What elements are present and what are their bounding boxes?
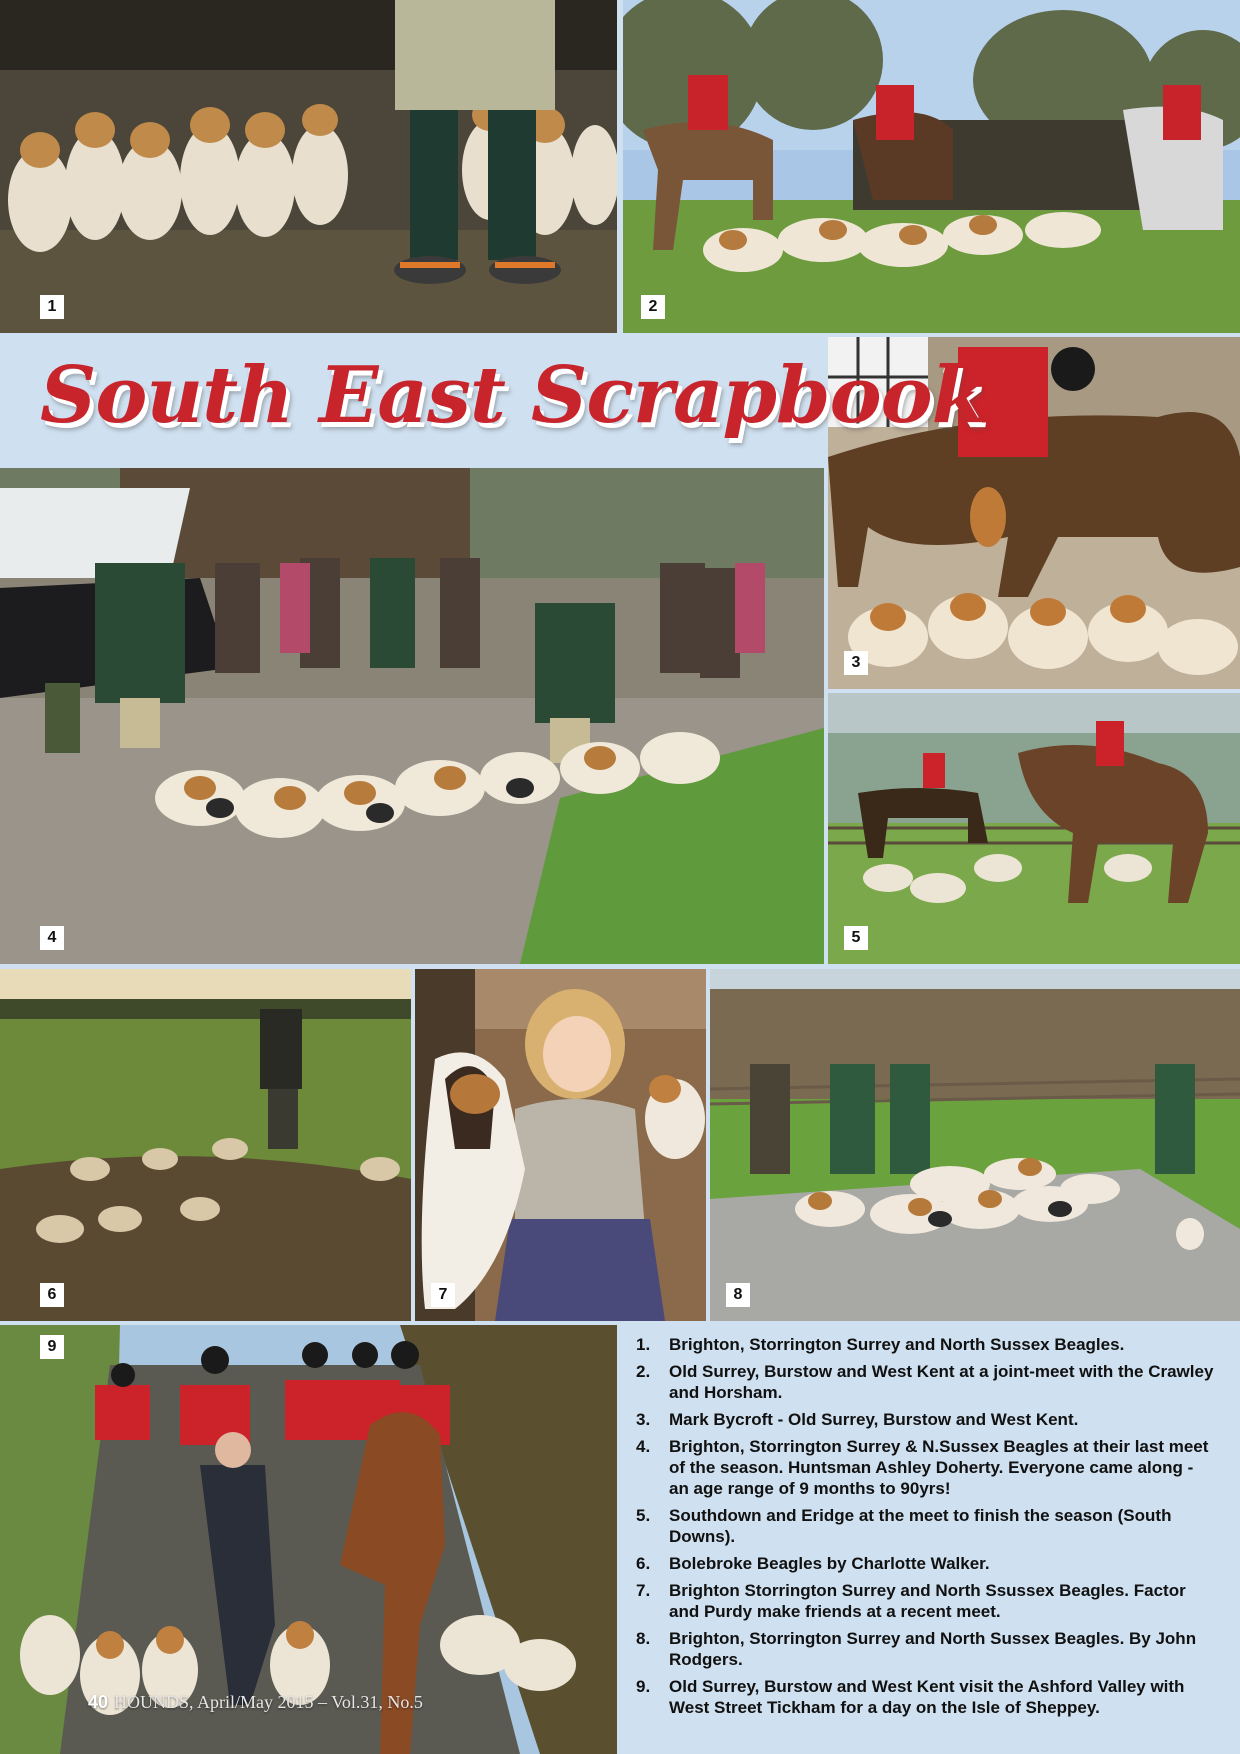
- photo-1: [0, 0, 617, 333]
- caption-number: 3.: [636, 1410, 651, 1429]
- caption-number: 5.: [636, 1506, 651, 1525]
- photo-number: 6: [40, 1283, 64, 1307]
- caption-number: 1.: [636, 1335, 651, 1354]
- photo-number: 9: [40, 1335, 64, 1359]
- publication-info: HOUNDS, April/May 2015 – Vol.31, No.5: [114, 1692, 423, 1712]
- caption-item: [636, 1628, 1216, 1670]
- photo-number: 3: [844, 651, 868, 675]
- caption-number: 6.: [636, 1554, 651, 1573]
- caption-text: Southdown and Eridge at the meet to finish the season (South Downs).: [669, 1506, 1172, 1546]
- caption-number: 7.: [636, 1581, 651, 1600]
- photo-8-image: [710, 969, 1240, 1321]
- caption-text: Brighton Storrington Surrey and North Ssussex Beagles. Factor and Purdy make friends at a recent meet.: [669, 1581, 1186, 1621]
- caption-text: Mark Bycroft - Old Surrey, Burstow and West Kent.: [669, 1410, 1079, 1429]
- caption-text: Brighton, Storrington Surrey and North Sussex Beagles.: [669, 1335, 1125, 1354]
- caption-text: Brighton, Storrington Surrey and North Sussex Beagles. By John Rodgers.: [669, 1629, 1197, 1669]
- caption-text: Old Surrey, Burstow and West Kent at a joint-meet with the Crawley and Horsham.: [669, 1362, 1214, 1402]
- photo-7: [415, 969, 706, 1321]
- photo-2: [623, 0, 1240, 333]
- photo-4: [0, 468, 824, 964]
- caption-text: Old Surrey, Burstow and West Kent visit the Ashford Valley with West Street Tickham for a day on the Isle of Sheppey.: [669, 1677, 1185, 1717]
- photo-2-image: [623, 0, 1240, 333]
- photo-6: [0, 969, 411, 1321]
- caption-item: [636, 1361, 1216, 1403]
- photo-5-image: [828, 693, 1240, 964]
- photo-number: 1: [40, 295, 64, 319]
- caption-item: [636, 1334, 1216, 1355]
- photo-number: 2: [641, 295, 665, 319]
- photo-5: [828, 693, 1240, 964]
- photo-4-image: [0, 468, 824, 964]
- photo-number: 5: [844, 926, 868, 950]
- caption-number: 4.: [636, 1437, 651, 1456]
- photo-number: 8: [726, 1283, 750, 1307]
- caption-number: 9.: [636, 1677, 651, 1696]
- caption-number: 2.: [636, 1362, 651, 1381]
- page-title: South East Scrapbook: [40, 350, 985, 441]
- caption-item: [636, 1676, 1216, 1718]
- caption-item: [636, 1505, 1216, 1547]
- photo-number: 4: [40, 926, 64, 950]
- page-footer: [88, 1692, 423, 1713]
- page-number: 40: [88, 1692, 109, 1712]
- photo-1-image: [0, 0, 617, 333]
- caption-item: [636, 1580, 1216, 1622]
- photo-9-image: [0, 1325, 617, 1754]
- photo-number: 7: [431, 1283, 455, 1307]
- caption-item: [636, 1409, 1216, 1430]
- photo-9: [0, 1325, 617, 1754]
- caption-list: [636, 1334, 1216, 1724]
- caption-text: Brighton, Storrington Surrey & N.Sussex Beagles at their last meet of the season. Huntsman Ashley Doherty. Everyone came along - an age range of 9 months to 90yrs!: [669, 1437, 1209, 1498]
- photo-8: [710, 969, 1240, 1321]
- caption-item: [636, 1436, 1216, 1499]
- caption-number: 8.: [636, 1629, 651, 1648]
- caption-item: [636, 1553, 1216, 1574]
- caption-text: Bolebroke Beagles by Charlotte Walker.: [669, 1554, 990, 1573]
- photo-7-image: [415, 969, 706, 1321]
- photo-6-image: [0, 969, 411, 1321]
